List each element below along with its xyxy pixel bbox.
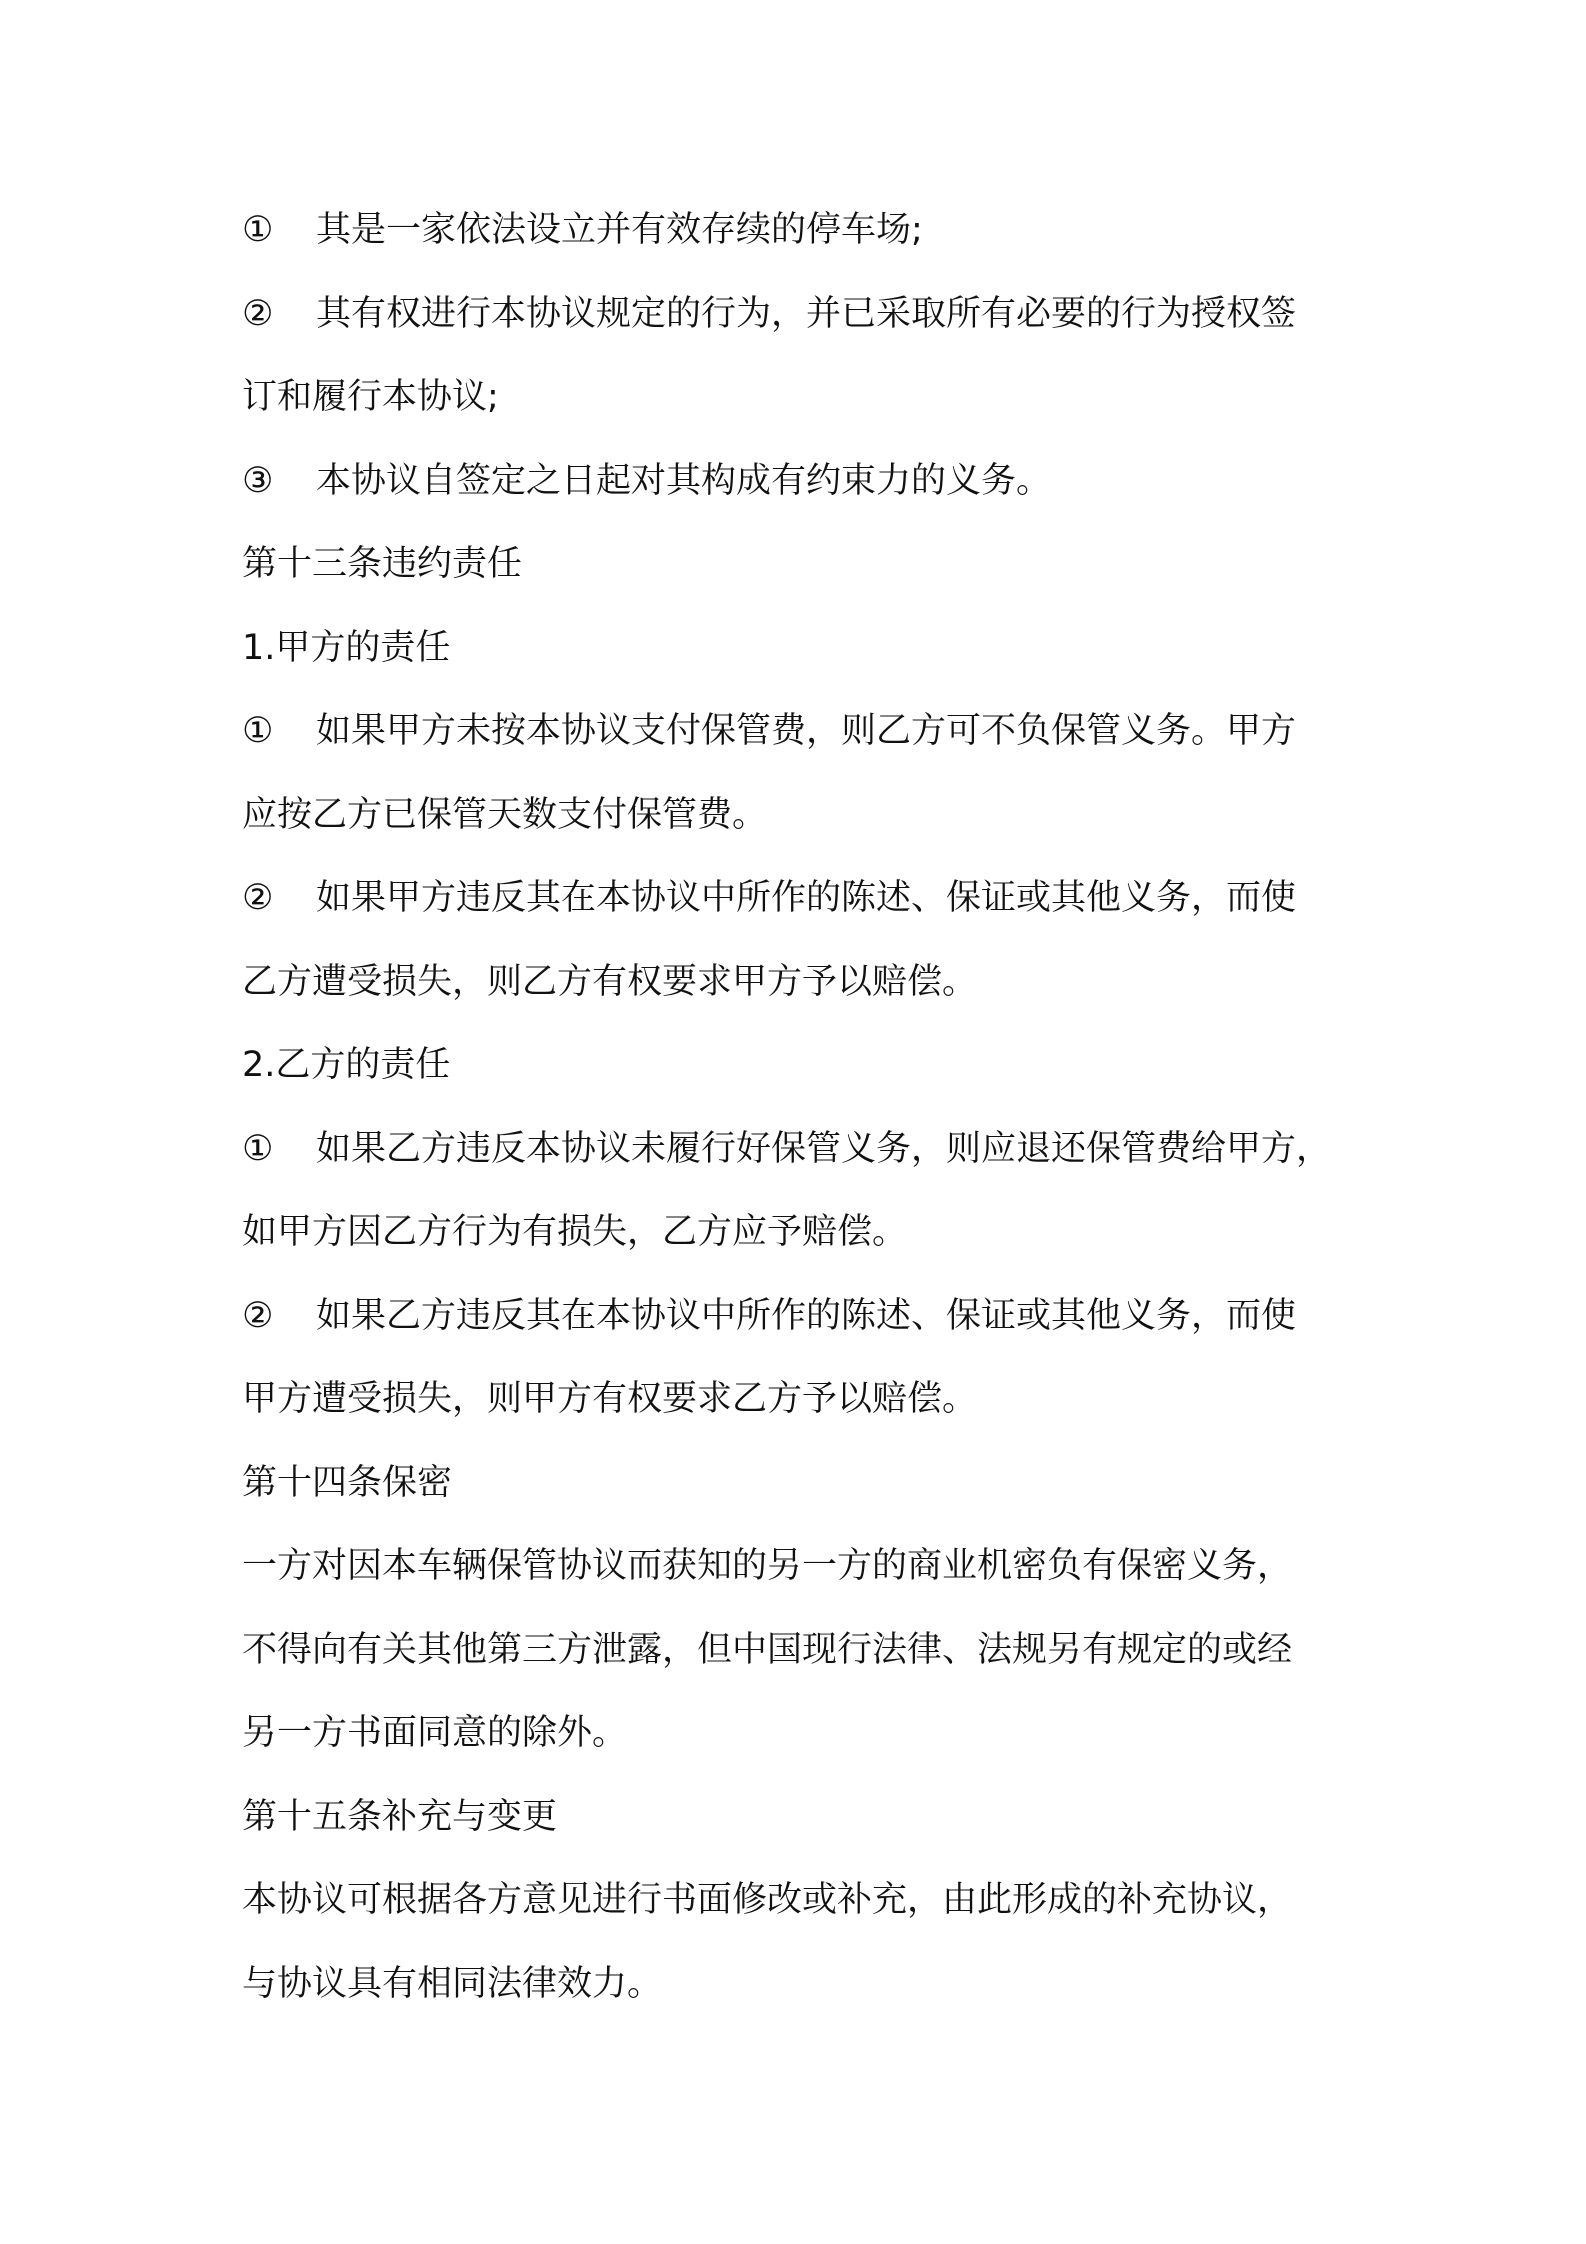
list-item — [242, 1286, 1392, 1370]
section-heading — [242, 534, 1392, 618]
list-item — [242, 284, 1392, 368]
paragraph-line — [242, 1202, 1392, 1286]
paragraph-text: 与协议具有相同法律效力。 — [242, 1963, 663, 2004]
paragraph-text: 如果乙方违反本协议未履行好保管义务，则应退还保管费给甲方， — [316, 1128, 1332, 1169]
list-item — [242, 701, 1392, 785]
paragraph-text: 如果甲方未按本协议支付保管费，则乙方可不负保管义务。甲方 — [316, 711, 1297, 751]
paragraph-line — [242, 1369, 1392, 1453]
paragraph-text: 订和履行本协议; — [242, 377, 499, 417]
list-item — [242, 1119, 1392, 1203]
list-marker: ① — [242, 210, 274, 250]
paragraph-text: 其有权进行本协议规定的行为，并已采取所有必要的行为授权签 — [316, 293, 1297, 334]
paragraph-line — [242, 1620, 1392, 1704]
list-marker: ② — [242, 293, 274, 334]
subsection-heading — [242, 618, 1392, 702]
paragraph-line — [242, 952, 1392, 1036]
paragraph-text: 乙方遭受损失，则乙方有权要求甲方予以赔偿。 — [242, 961, 978, 1002]
list-marker: ② — [242, 1295, 274, 1336]
heading-text: 第十五条补充与变更 — [242, 1796, 558, 1837]
paragraph-line — [242, 1703, 1392, 1787]
heading-text: 第十三条违约责任 — [242, 544, 523, 584]
paragraph-text: 一方对因本车辆保管协议而获知的另一方的商业机密负有保密义务， — [242, 1546, 1293, 1586]
heading-text: 1.甲方的责任 — [242, 627, 451, 668]
list-marker: ① — [242, 1128, 274, 1169]
paragraph-text: 其是一家依法设立并有效存续的停车场; — [316, 210, 923, 250]
paragraph-text: 如果甲方违反其在本协议中所作的陈述、保证或其他义务，而使 — [316, 878, 1297, 918]
paragraph-line — [242, 1870, 1392, 1954]
list-item — [242, 868, 1392, 952]
paragraph-line — [242, 1536, 1392, 1620]
subsection-heading — [242, 1035, 1392, 1119]
list-marker: ① — [242, 711, 274, 751]
list-marker: ② — [242, 878, 274, 918]
paragraph-text: 如果乙方违反其在本协议中所作的陈述、保证或其他义务，而使 — [316, 1295, 1297, 1336]
paragraph-line — [242, 1954, 1392, 2038]
list-item — [242, 200, 1392, 284]
list-item — [242, 451, 1392, 535]
paragraph-text: 另一方书面同意的除外。 — [242, 1713, 628, 1753]
paragraph-text: 不得向有关其他第三方泄露，但中国现行法律、法规另有规定的或经 — [242, 1629, 1293, 1670]
list-marker: ③ — [242, 460, 274, 501]
section-heading — [242, 1787, 1392, 1871]
paragraph-text: 本协议自签定之日起对其构成有约束力的义务。 — [316, 460, 1052, 501]
paragraph-text: 甲方遭受损失，则甲方有权要求乙方予以赔偿。 — [242, 1379, 978, 1419]
paragraph-text: 应按乙方已保管天数支付保管费。 — [242, 794, 768, 835]
heading-text: 第十四条保密 — [242, 1462, 453, 1503]
paragraph-line — [242, 367, 1392, 451]
document-body — [242, 200, 1392, 2037]
heading-text: 2.乙方的责任 — [242, 1045, 451, 1085]
paragraph-text: 本协议可根据各方意见进行书面修改或补充，由此形成的补充协议， — [242, 1880, 1293, 1920]
paragraph-text: 如甲方因乙方行为有损失，乙方应予赔偿。 — [242, 1212, 908, 1252]
paragraph-line — [242, 785, 1392, 869]
section-heading — [242, 1453, 1392, 1537]
